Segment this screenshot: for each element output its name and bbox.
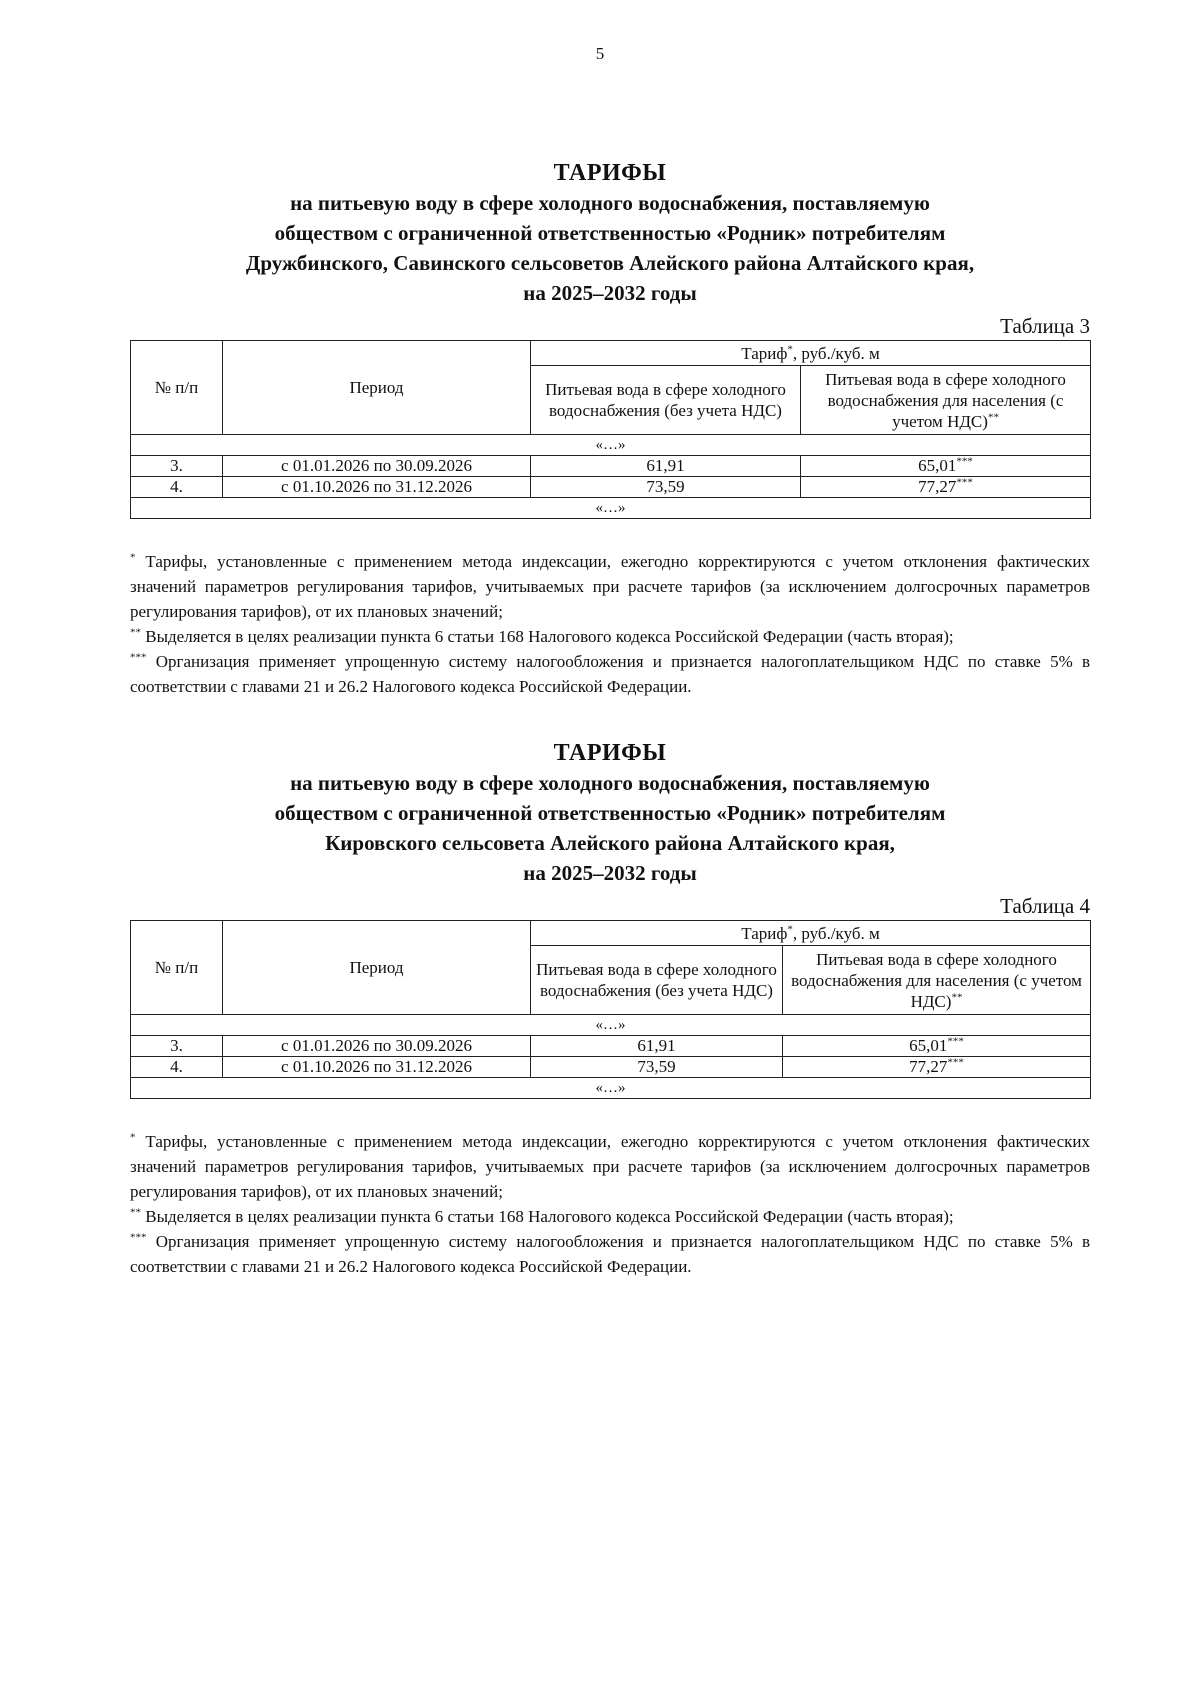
row-num: 4. (131, 477, 223, 498)
row-num: 3. (131, 456, 223, 477)
subtitle-line: на 2025–2032 годы (523, 281, 697, 305)
subtitle-line: Дружбинского, Савинского сельсоветов Алейского района Алтайского края, (245, 251, 975, 275)
subtitle-line: на питьевую воду в сфере холодного водоснабжения, поставляемую (290, 191, 930, 215)
header-period: Период (223, 341, 531, 435)
subtitle-line: Кировского сельсовета Алейского района Алтайского края, (325, 831, 895, 855)
subtitle-line: обществом с ограниченной ответственностью «Родник» потребителям (274, 801, 946, 825)
row-with-vat: 77,27*** (801, 477, 1091, 498)
table-row (131, 477, 1091, 498)
footnote: * Тарифы, установленные с применением метода индексации, ежегодно корректируются с учетом отклонения фактических значений параметров регулирования тарифов, учитываемых при расчете тарифов (за исключением долгосрочных параметров регулирования тарифов), от их плановых значений; (130, 551, 1090, 621)
subtitle-line: на 2025–2032 годы (523, 861, 697, 885)
row-period: с 01.10.2026 по 31.12.2026 (223, 477, 531, 498)
row-with-vat: 77,27*** (783, 1057, 1091, 1078)
tariff-section-1 (130, 158, 1090, 699)
subtitle-line: обществом с ограниченной ответственностью «Родник» потребителям (274, 221, 946, 245)
row-with-vat: 65,01*** (783, 1036, 1091, 1057)
section-heading (130, 738, 1090, 888)
table-row (131, 456, 1091, 477)
row-period: с 01.10.2026 по 31.12.2026 (223, 1057, 531, 1078)
table-ellipsis: «…» (131, 1015, 1091, 1036)
footnote: ** Выделяется в целях реализации пункта 6 статьи 168 Налогового кодекса Российской Федерации (часть вторая); (130, 626, 954, 646)
tariff-table (130, 920, 1091, 1099)
table-row (131, 1057, 1091, 1078)
header-num: № п/п (131, 921, 223, 1015)
header-without-vat: Питьевая вода в сфере холодного водоснабжения (без учета НДС) (531, 946, 783, 1015)
row-period: с 01.01.2026 по 30.09.2026 (223, 456, 531, 477)
table-caption: Таблица 4 (1000, 894, 1090, 918)
header-with-vat: Питьевая вода в сфере холодного водоснабжения для населения (с учетом НДС)** (801, 366, 1091, 435)
footnotes (130, 549, 1090, 699)
subtitle-line: на питьевую воду в сфере холодного водоснабжения, поставляемую (290, 771, 930, 795)
row-num: 3. (131, 1036, 223, 1057)
section-heading (130, 158, 1090, 308)
tariff-section-2 (130, 738, 1090, 1279)
footnote: *** Организация применяет упрощенную систему налогообложения и признается налогоплательщиком НДС по ставке 5% в соответствии с главами 21 и 26.2 Налогового кодекса Российской Федерации. (130, 651, 1090, 696)
row-period: с 01.01.2026 по 30.09.2026 (223, 1036, 531, 1057)
section-title: ТАРИФЫ (553, 160, 667, 186)
header-num: № п/п (131, 341, 223, 435)
table-ellipsis: «…» (131, 435, 1091, 456)
table-ellipsis: «…» (131, 498, 1091, 519)
footnotes (130, 1129, 1090, 1279)
header-tariff-group: Тариф*, руб./куб. м (531, 341, 1091, 366)
footnote: *** Организация применяет упрощенную систему налогообложения и признается налогоплательщиком НДС по ставке 5% в соответствии с главами 21 и 26.2 Налогового кодекса Российской Федерации. (130, 1231, 1090, 1276)
table-ellipsis: «…» (131, 1078, 1091, 1099)
row-num: 4. (131, 1057, 223, 1078)
header-without-vat: Питьевая вода в сфере холодного водоснабжения (без учета НДС) (531, 366, 801, 435)
table-row (131, 1036, 1091, 1057)
header-period: Период (223, 921, 531, 1015)
row-without-vat: 61,91 (531, 1036, 783, 1057)
footnote: * Тарифы, установленные с применением метода индексации, ежегодно корректируются с учетом отклонения фактических значений параметров регулирования тарифов, учитываемых при расчете тарифов (за исключением долгосрочных параметров регулирования тарифов), от их плановых значений; (130, 1131, 1090, 1201)
row-without-vat: 73,59 (531, 477, 801, 498)
page-number: 5 (595, 44, 605, 63)
header-tariff-group: Тариф*, руб./куб. м (531, 921, 1091, 946)
tariff-table (130, 340, 1091, 519)
section-title: ТАРИФЫ (553, 740, 667, 766)
table-caption: Таблица 3 (1000, 314, 1090, 338)
row-without-vat: 73,59 (531, 1057, 783, 1078)
footnote: ** Выделяется в целях реализации пункта 6 статьи 168 Налогового кодекса Российской Федерации (часть вторая); (130, 1206, 954, 1226)
header-with-vat: Питьевая вода в сфере холодного водоснабжения для населения (с учетом НДС)** (783, 946, 1091, 1015)
row-with-vat: 65,01*** (801, 456, 1091, 477)
row-without-vat: 61,91 (531, 456, 801, 477)
